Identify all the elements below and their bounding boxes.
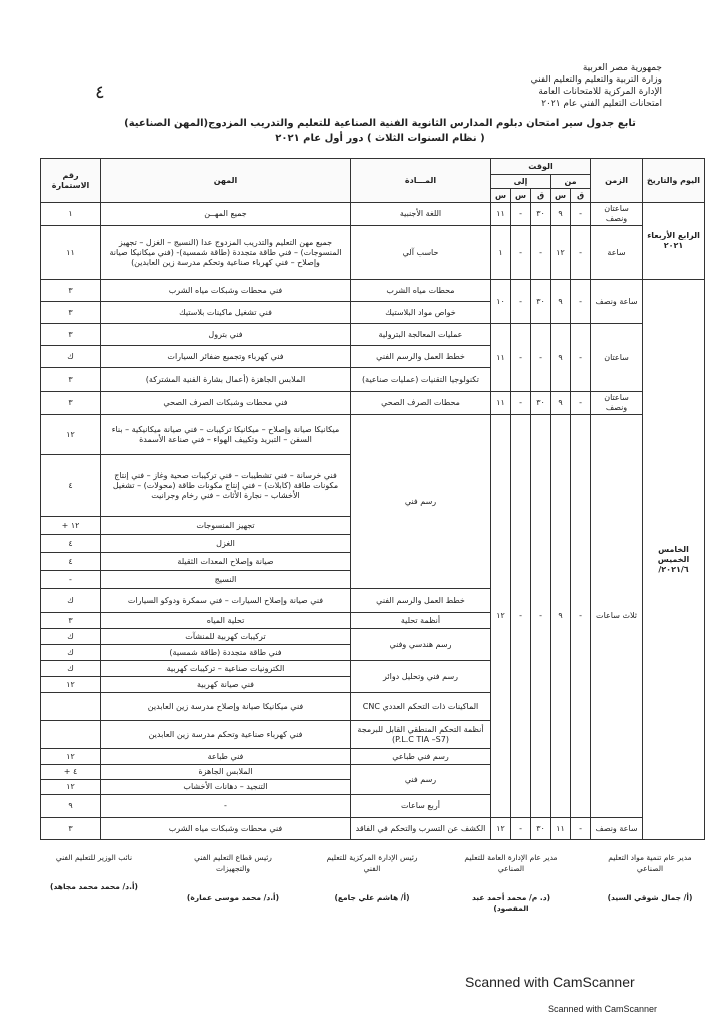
subject-cell: الماكينات ذات التحكم العددي CNC [351, 693, 491, 721]
profession-cell: النسيج [101, 571, 351, 589]
duration-cell: ساعتان [591, 324, 643, 392]
signature-role: مدير عام تنمية مواد التعليم الصناعي [608, 853, 692, 873]
to-hour: ١ [491, 226, 511, 280]
from-hour: ١١ [551, 818, 571, 840]
subject-cell: أنظمة تحلية [351, 613, 491, 629]
profession-cell: فني محطات وشبكات الصرف الصحي [101, 392, 351, 415]
to-hour: ١١ [491, 392, 511, 415]
form-cell: ١٢ + [41, 517, 101, 535]
signature-role: رئيس قطاع التعليم الفني والتجهيزات [194, 853, 272, 873]
form-cell: ١٢ [41, 415, 101, 455]
header-minute: ق [571, 189, 591, 203]
subject-cell: خواص مواد البلاستيك [351, 302, 491, 324]
form-cell: ٣ [41, 392, 101, 415]
form-cell: ك [41, 346, 101, 368]
signature-name: (أ.د/ محمد موسى عمارة) [186, 893, 280, 902]
header-form-no: رقم الاستمارة [41, 159, 101, 203]
subject-cell: أنظمة التحكم المنطقي القابل للبرمجة (P.L.C TIA –S7) [351, 721, 491, 749]
profession-cell: الملابس الجاهزة (أعمال بشارة الفنية المشتركة) [101, 368, 351, 392]
profession-cell: فني طاقة متجددة (طاقة شمسية) [101, 645, 351, 661]
profession-cell: تحلية المياه [101, 613, 351, 629]
to-hour: ١٢ [491, 818, 511, 840]
form-cell [41, 693, 101, 721]
subject-cell: محطات الصرف الصحي [351, 392, 491, 415]
header-hour: س [491, 189, 511, 203]
subject-cell: خطط العمل والرسم الفني [351, 589, 491, 613]
title-line-1: تابع جدول سير امتحان دبلوم المدارس الثانوية الفنية الصناعية للتعليم والتدريب المزدوج(المهن الصناعية) [124, 118, 636, 129]
from-hour: ٩ [551, 392, 571, 415]
form-cell: ك [41, 645, 101, 661]
form-cell: ١٢ [41, 677, 101, 693]
header-line: جمهورية مصر العربية [582, 63, 662, 73]
header-minute: ق [531, 189, 551, 203]
form-cell: ك [41, 629, 101, 645]
table-row: ساعتان - ٩ - - ١١ عمليات المعالجة البترولية فني بترول ٣ [41, 324, 705, 346]
subject-cell: رسم هندسي وفني [351, 629, 491, 661]
subject-cell: رسم فني [351, 415, 491, 589]
from-hour: ٩ [551, 415, 571, 818]
scanner-watermark: Scanned with CamScanner [465, 974, 635, 990]
duration-cell: أربع ساعات [351, 795, 491, 818]
from-hour: ١٢ [551, 226, 571, 280]
signature-role: رئيس الإدارة المركزية للتعليم الفني [326, 853, 418, 873]
form-cell: ك [41, 661, 101, 677]
header-subject: المـــادة [351, 159, 491, 203]
to-hour: ١٢ [491, 415, 511, 818]
page-number: ٤ [95, 82, 105, 103]
table-row: ثلاث ساعات - ٩ - - ١٢ رسم فني ميكانيكا صيانة وإصلاح – ميكانيكا تركيبات – فني صيانة ميكانيكية – بناء السفن – التبريد وتكييف الهواء – فني صناعة الأسمدة ١٢ [41, 415, 705, 455]
form-cell: ٤ [41, 553, 101, 571]
form-cell: ٣ [41, 324, 101, 346]
header-duration: الزمن [591, 159, 643, 203]
header-to: إلى [491, 175, 551, 189]
form-cell: ٤ + [41, 765, 101, 780]
to-minute: ٣٠ [531, 818, 551, 840]
date-wednesday: الرابع الأربعاء ٢٠٢١ [643, 203, 705, 280]
form-cell: ٣ [41, 818, 101, 840]
profession-cell: فني صيانة كهربية [101, 677, 351, 693]
ministry-header [402, 62, 662, 110]
profession-cell: فني كهرباء وتجميع ضفائر السيارات [101, 346, 351, 368]
signature [179, 852, 287, 902]
profession-cell: فني ميكانيكا صيانة وإصلاح مدرسة زين العابدين [101, 693, 351, 721]
table-row: ساعتان ونصف - ٩ ٣٠ - ١١ محطات الصرف الصحي فني محطات وشبكات الصرف الصحي ٣ [41, 392, 705, 415]
profession-cell: الكترونيات صناعية – تركيبات كهربية [101, 661, 351, 677]
to-minute: ٣٠ [531, 392, 551, 415]
signature-name: (د. م/ محمد أحمد عبد المقصود) [471, 893, 551, 913]
from-hour: ٩ [551, 280, 571, 324]
table-row: ساعة ونصف - ١١ ٣٠ - ١٢ الكشف عن التسرب والتحكم في الفاقد فني محطات وشبكات مياه الشرب ٣ [41, 818, 705, 840]
form-cell: ١١ [41, 226, 101, 280]
form-cell: ك [41, 589, 101, 613]
signature [318, 852, 426, 902]
header-professions: المهن [101, 159, 351, 203]
form-cell: ٤ [41, 535, 101, 553]
form-cell: ٣ [41, 302, 101, 324]
subject-cell: رسم فني وتحليل دوائر [351, 661, 491, 693]
profession-cell: تجهيز المنسوجات [101, 517, 351, 535]
header-hour: س [511, 189, 531, 203]
duration-cell: ساعتان ونصف [591, 392, 643, 415]
profession-cell: ميكانيكا صيانة وإصلاح – ميكانيكا تركيبات – فني صيانة ميكانيكية – بناء السفن – التبريد وتكييف الهواء – فني صناعة الأسمدة [101, 415, 351, 455]
profession-cell: فني محطات وشبكات مياه الشرب [101, 818, 351, 840]
table-row: الرابع الأربعاء ٢٠٢١ ساعتان ونصف - ٩ ٣٠ - ١١ اللغة الأجنبية جميع المهــن ١ [41, 203, 705, 226]
header-hour: س [551, 189, 571, 203]
signature [40, 852, 148, 902]
form-cell [41, 721, 101, 749]
table-row: الخامس الخميس ٢٠٢١/٦/ ساعة ونصف - ٩ ٣٠ - ١٠ محطات مياه الشرب فني محطات وشبكات مياه الشرب ٣ [41, 280, 705, 302]
exam-schedule-table [40, 158, 705, 840]
header-line: الإدارة المركزية للامتحانات العامة [538, 87, 662, 97]
scanner-footer: Scanned with CamScanner [548, 1004, 658, 1014]
form-cell: ١٢ [41, 780, 101, 795]
subject-cell: اللغة الأجنبية [351, 203, 491, 226]
profession-cell: فني تشغيل ماكينات بلاستيك [101, 302, 351, 324]
from-hour: ٩ [551, 203, 571, 226]
subject-cell: رسم فني [351, 765, 491, 795]
to-minute: ٣٠ [531, 203, 551, 226]
subject-cell: تكنولوجيا التقنيات (عمليات صناعية) [351, 368, 491, 392]
subject-cell: الكشف عن التسرب والتحكم في الفاقد [351, 818, 491, 840]
signature-role: مدير عام الإدارة العامة للتعليم الصناعي [464, 853, 558, 873]
form-cell: ٣ [41, 613, 101, 629]
form-cell: ١ [41, 203, 101, 226]
from-hour: ٩ [41, 795, 101, 818]
signature-name: (أ.د/ محمد محمد مجاهد) [50, 882, 138, 891]
profession-cell: فني بترول [101, 324, 351, 346]
profession-cell: فني خرسانة – فني تشطيبات – فني تركيبات صحية وغاز – فني إنتاج مكونات طاقة (كابلات) – فني إنتاج مكونات طاقة (محولات) – تشغيل الأخشاب – نجارة الأثاث – فني رخام وجرانيت [101, 455, 351, 517]
header-line: وزارة التربية والتعليم والتعليم الفني [530, 75, 662, 85]
profession-cell: فني طباعة [101, 749, 351, 765]
header-day-date: اليوم والتاريخ [643, 159, 705, 203]
to-hour: ١١ [491, 203, 511, 226]
title-line-2: ( نظام السنوات الثلاث ) دور أول عام ٢٠٢١ [275, 133, 485, 144]
form-cell: ٣ [41, 368, 101, 392]
from-hour: ٩ [551, 324, 571, 392]
signature [596, 852, 704, 902]
profession-cell: الملابس الجاهزة [101, 765, 351, 780]
profession-cell: فني كهرباء صناعية وتحكم مدرسة زين العابدين [101, 721, 351, 749]
profession-cell: التنجيد – دهانات الأخشاب [101, 780, 351, 795]
form-cell: ١٢ [41, 749, 101, 765]
table-row: أربع ساعات - ٩ [41, 795, 705, 818]
subject-cell: رسم فني طباعي [351, 749, 491, 765]
profession-cell: صيانة وإصلاح المعدات الثقيلة [101, 553, 351, 571]
profession-cell: الغزل [101, 535, 351, 553]
subject-cell: خطط العمل والرسم الفني [351, 346, 491, 368]
form-cell: ٣ [41, 280, 101, 302]
header-time: الوقت [491, 159, 591, 175]
subject-cell: حاسب آلي [351, 226, 491, 280]
duration-cell: ساعة ونصف [591, 818, 643, 840]
signature-name: (أ/ جمال شوقي السيد) [607, 893, 693, 902]
profession-cell: جميع المهــن [101, 203, 351, 226]
to-hour: ١١ [491, 324, 511, 392]
duration-cell: ساعتان ونصف [591, 203, 643, 226]
form-cell: - [41, 571, 101, 589]
signature-role: نائب الوزير للتعليم الفني [55, 853, 133, 862]
header-line: امتحانات التعليم الفني عام ٢٠٢١ [541, 99, 662, 109]
subject-cell: عمليات المعالجة البترولية [351, 324, 491, 346]
profession-cell: فني محطات وشبكات مياه الشرب [101, 280, 351, 302]
profession-cell: فني صيانة وإصلاح السيارات – فني سمكرة ودوكو السيارات [101, 589, 351, 613]
duration-cell: ساعة [591, 226, 643, 280]
duration-cell: ثلاث ساعات [591, 415, 643, 818]
profession-cell: تركيبات كهربية للمنشآت [101, 629, 351, 645]
to-hour: ١٠ [491, 280, 511, 324]
header-from: من [551, 175, 591, 189]
to-minute: ٣٠ [531, 280, 551, 324]
date-thursday: الخامس الخميس ٢٠٢١/٦/ [643, 280, 705, 840]
signatures-block [40, 852, 704, 913]
profession-cell: جميع مهن التعليم والتدريب المزدوج عدا (النسيج – الغزل – تجهيز المنسوجات) – فني طاقة متجددة (طاقة شمسية)- (فني ميكانيكا صيانة وإصلاح – فني كهرباء صناعية وتحكم مدرسة زين العابدين) [101, 226, 351, 280]
signature-name: (أ/ هاشم علي جامع) [334, 893, 410, 902]
subject-cell: محطات مياه الشرب [351, 280, 491, 302]
signature [457, 852, 565, 913]
form-cell: ٤ [41, 455, 101, 517]
table-row: ساعة - ١٢ - - ١ حاسب آلي جميع مهن التعليم والتدريب المزدوج عدا (النسيج – الغزل – تجهيز المنسوجات) – فني طاقة متجددة (طاقة شمسية)- (فني ميكانيكا صيانة وإصلاح – فني كهرباء صناعية وتحكم مدرسة زين العابدين) ١١ [41, 226, 705, 280]
document-title [60, 116, 700, 146]
duration-cell: ساعة ونصف [591, 280, 643, 324]
